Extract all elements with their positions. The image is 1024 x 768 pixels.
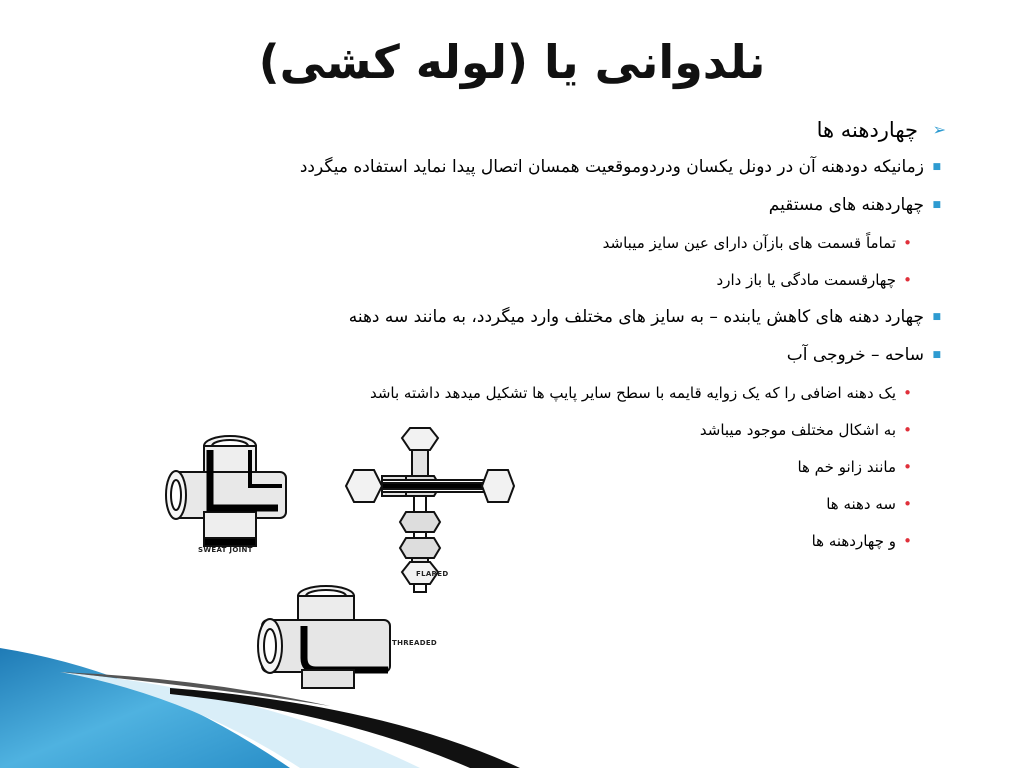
- list-item: [84, 377, 916, 414]
- dot-bullet-icon: •: [903, 532, 912, 550]
- square-bullet-icon: ■: [932, 350, 941, 360]
- list-item-text: چهاردهنه های مستقیم: [768, 195, 924, 215]
- square-bullet-icon: ■: [932, 200, 941, 210]
- sweat-joint-cross-drawing: [166, 436, 286, 546]
- threaded-cross-drawing: [258, 586, 390, 688]
- list-item-text: چهاردهنه ها: [816, 118, 918, 142]
- slide-title: نلدوانی یا (لوله کشی): [258, 35, 766, 89]
- sweat-joint-label: SWEAT JOINT: [198, 546, 253, 554]
- flared-cross-drawing: [346, 428, 514, 592]
- dot-bullet-icon: •: [903, 271, 912, 289]
- list-item: [84, 301, 944, 339]
- list-item: [84, 189, 944, 227]
- square-bullet-icon: ■: [932, 312, 941, 322]
- list-item-text: تماماً قسمت های بازآن دارای عین سایز میباشد: [602, 234, 896, 252]
- list-item: [84, 264, 916, 301]
- flared-label: FLARED: [416, 570, 449, 578]
- dot-bullet-icon: •: [903, 234, 912, 252]
- list-item-text: چهارقسمت مادگی یا باز دارد: [716, 271, 896, 289]
- threaded-label: THREADED: [392, 639, 438, 647]
- list-item: [84, 151, 944, 189]
- list-item-text: و چهاردهنه ها: [811, 532, 896, 550]
- arrow-bullet-icon: ➢: [932, 120, 946, 139]
- list-item: [84, 339, 944, 377]
- list-item: [84, 115, 944, 151]
- dot-bullet-icon: •: [903, 495, 912, 513]
- pipe-fittings-illustration: [158, 420, 520, 695]
- list-item: [84, 227, 916, 264]
- list-item-text: به اشکال مختلف موجود میباشد: [699, 421, 896, 439]
- list-item-text: زمانیکه دودهنه آن در دونل یکسان ودردوموقعیت همسان اتصال پیدا نماید استفاده میگردد: [299, 157, 924, 177]
- list-item-text: سه دهنه ها: [826, 495, 896, 513]
- list-item-text: ساحه – خروجی آب: [786, 345, 924, 365]
- list-item-text: چهارد دهنه های کاهش یابنده – به سایز های مختلف وارد میگردد، به مانند سه دهنه: [348, 307, 924, 327]
- dot-bullet-icon: •: [903, 458, 912, 476]
- list-item-text: یک دهنه اضافی را که یک زوایه قایمه با سطح سایر پایپ ها تشکیل میدهد داشته باشد: [369, 384, 896, 402]
- dot-bullet-icon: •: [903, 384, 912, 402]
- dot-bullet-icon: •: [903, 421, 912, 439]
- list-item-text: مانند زانو خم ها: [797, 458, 896, 476]
- square-bullet-icon: ■: [932, 162, 941, 172]
